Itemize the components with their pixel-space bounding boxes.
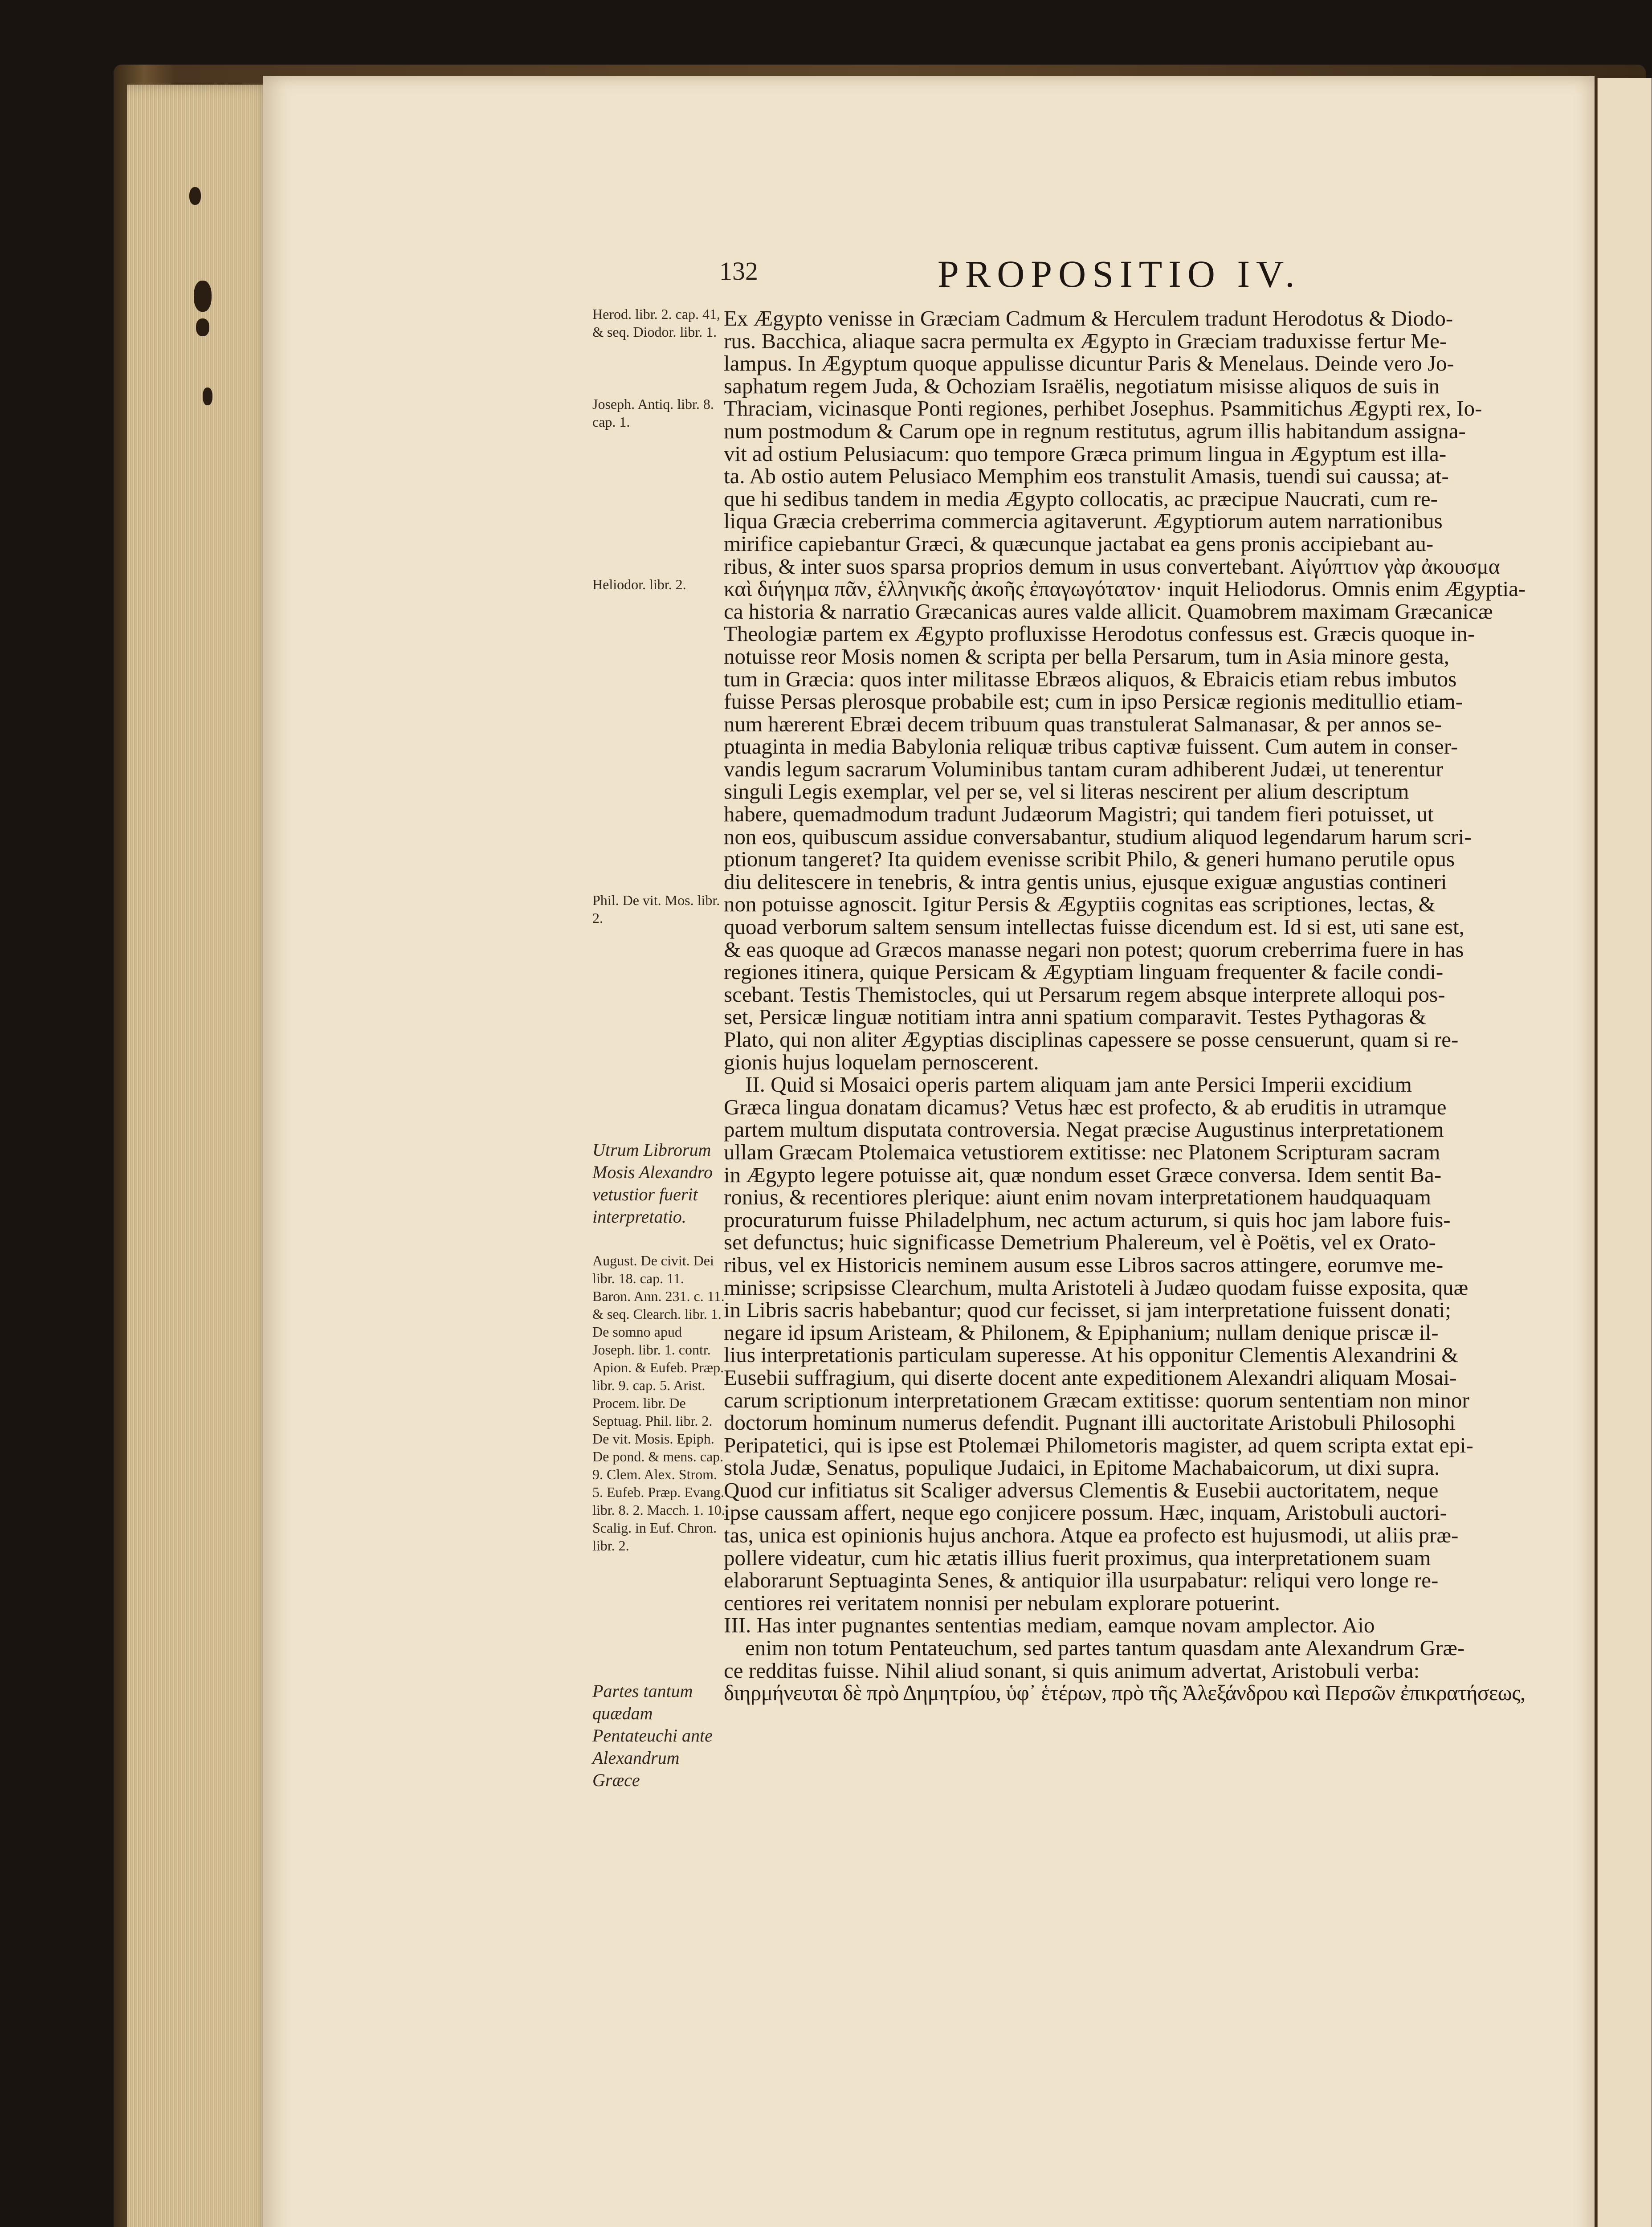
body-line: centiores rei veritatem nonnisi per nebulam explorare potuerint. <box>724 1590 1281 1615</box>
body-line: num postmodum & Carum ope in regnum restitutus, agrum illis habitandum assigna- <box>724 418 1466 443</box>
margin-note: Joseph. Antiq. libr. 8. cap. 1. <box>592 396 714 430</box>
page-edges <box>127 85 274 2227</box>
body-line: Peripatetici, qui is ipse est Ptolemæi Philometoris magister, ad quem scripta extat epi- <box>724 1432 1473 1457</box>
body-line: Græca lingua donatam dicamus? Vetus hæc est profecto, & ab eruditis in utramque <box>724 1094 1447 1119</box>
body-line: liqua Græcia creberrima commercia agitaverunt. Ægyptiorum autem narrationibus <box>724 509 1443 534</box>
ink-stain <box>203 387 212 405</box>
margin-note: Utrum Librorum Mosis Alexandro vetustior fuerit interpretatio. <box>592 1140 713 1227</box>
body-line: non potuisse agnoscit. Igitur Persis & Ægyptiis cognitas eas scriptiones, lectas, & <box>724 892 1436 917</box>
body-line: notuisse reor Mosis nomen & scripta per bella Persarum, tum in Asia minore gesta, <box>724 644 1449 669</box>
margin-note: Herod. libr. 2. cap. 41, & seq. Diodor. libr. 1. <box>592 306 721 340</box>
body-line: Plato, qui non aliter Ægyptias disciplinas capessere se posse censuerunt, quam si re- <box>724 1027 1459 1052</box>
body-line: set, Persicæ linguæ notitiam intra anni spatium comparavit. Testes Pythagoras & <box>724 1004 1427 1029</box>
body-line: Ex Ægypto venisse in Græciam Cadmum & Herculem tradunt Herodotus & Diodo- <box>724 306 1453 330</box>
body-line: in Libris sacris habebantur; quod cur fecisset, si jam interpretatione fuissent donati; <box>724 1297 1451 1322</box>
body-line: regiones itinera, quique Persicam & Ægyptiam linguam frequenter & facile condi- <box>724 959 1444 984</box>
body-line: saphatum regem Juda, & Ochoziam Israëlis, negotiatum misisse aliquos de suis in <box>724 373 1440 398</box>
margin-note: August. De civit. Dei libr. 18. cap. 11. Baron. Ann. 231. c. 11. & seq. Clearch. libr. 1. De somno apud Joseph. libr. 1. contr. Apion. & Eufeb. Præp. libr. 9. cap. 5. Arist. Procem. libr. De Septuag. Phil. libr. 2. De vit. Mosis. Epiph. De pond. & mens. cap. 9. Clem. Alex. Strom. 5. Eufeb. Præp. Evang. libr. 8. 2. Macch. 1. 10. Scalig. in Euf. Chron. libr. 2. <box>592 1252 725 1554</box>
body-line: procuraturum fuisse Philadelphum, nec actum acturum, si quis hoc jam labore fuis- <box>724 1207 1451 1232</box>
body-line: habere, quemadmodum tradunt Judæorum Magistri; qui tandem fieri potuisset, ut <box>724 802 1434 827</box>
body-line: singuli Legis exemplar, vel per se, vel si literas nescirent per alium descriptum <box>724 779 1409 804</box>
body-line: ta. Ab ostio autem Pelusiaco Memphim eos transtulit Amasis, tuendi sui caussa; at- <box>724 464 1449 489</box>
body-line: III. Has inter pugnantes sententias mediam, eamque novam amplector. Aio <box>724 1613 1375 1638</box>
body-line: ptuaginta in media Babylonia reliquæ tribus captivæ fuissent. Cum autem in conser- <box>724 734 1458 759</box>
body-line: scebant. Testis Themistocles, qui ut Persarum regem absque interprete alloqui pos- <box>724 982 1445 1007</box>
body-line: doctorum hominum numerus defendit. Pugnant illi auctoritate Aristobuli Philosophi <box>724 1410 1456 1435</box>
body-line: in Ægypto legere potuisse ait, quæ nondum esset Græce conversa. Idem sentit Ba- <box>724 1162 1442 1187</box>
margin-note: Phil. De vit. Mos. libr. 2. <box>592 892 720 926</box>
body-line: elaborarunt Septuaginta Senes, & antiquior illa usurpabatur: reliqui vero longe re- <box>724 1568 1439 1593</box>
body-line: ipse caussam affert, neque ego conjicere possum. Hæc, inquam, Aristobuli auctori- <box>724 1500 1447 1525</box>
ink-stain <box>196 318 209 336</box>
body-line: Quod cur infitiatus sit Scaliger adversus Clementis & Eusebii auctoritatem, neque <box>724 1477 1439 1502</box>
margin-note: Partes tantum quædam Pentateuchi ante Alexandrum Græce <box>592 1680 713 1790</box>
ink-stain <box>194 281 212 312</box>
body-line: ronius, & recentiores plerique: aiunt enim novam interpretationem haudquaquam <box>724 1185 1431 1210</box>
facing-page-edge <box>1597 78 1652 2227</box>
body-line: stola Judæ, Senatus, populique Judaici, in Epitome Machabaicorum, ut dixi supra. <box>724 1455 1440 1480</box>
body-line: que hi sedibus tandem in media Ægypto collocatis, ac præcipue Naucrati, cum re- <box>724 486 1438 511</box>
body-line: fuisse Persas plerosque probabile est; cum in ipso Persicæ regionis meditullio etiam- <box>724 689 1463 714</box>
body-line: non eos, quibuscum assidue conversabantur, studium aliquod legendarum harum scri- <box>724 824 1472 849</box>
body-line: pollere videatur, cum hic ætatis illius fuerit proximus, qua interpretationem suam <box>724 1545 1431 1570</box>
body-line: minisse; scripsisse Clearchum, multa Aristoteli à Judæo quodam fuisse exposita, quæ <box>724 1275 1468 1300</box>
body-line: vit ad ostium Pelusiacum: quo tempore Græca primum lingua in Ægyptum est illa- <box>724 441 1447 466</box>
margin-note: Heliodor. libr. 2. <box>592 576 686 593</box>
body-line: partem multum disputata controversia. Negat præcise Augustinus interpretationem <box>724 1117 1444 1142</box>
body-line: Eusebii suffragium, qui diserte docent ante expeditionem Alexandri aliquam Mosai- <box>724 1365 1457 1390</box>
body-line: tum in Græcia: quos inter militasse Ebræos aliquos, & Ebraicis etiam rebus imbutos <box>724 666 1457 691</box>
body-line: ce redditas fuisse. Nihil aliud sonant, si quis animum advertat, Aristobuli verba: <box>724 1658 1420 1683</box>
body-line: Theologiæ partem ex Ægypto profluxisse Herodotus confessus est. Græcis quoque in- <box>724 621 1475 646</box>
body-line: vandis legum sacrarum Voluminibus tantam curam adhiberent Judæi, ut tenerentur <box>724 756 1443 781</box>
page-number: 132 <box>719 257 758 286</box>
ink-stain <box>189 187 201 205</box>
body-line: καὶ διήγημα πᾶν, ἑλληνικῆς ἀκοῆς ἐπαγωγότατον· inquit Heliodorus. Omnis enim Ægyptia- <box>724 576 1526 601</box>
body-line: ribus, & inter suos sparsa proprios demum in usus convertebant. Αἰγύπτιον γὰρ ἀκουσμα <box>724 554 1500 579</box>
body-line: ptionum tangeret? Ita quidem evenisse scribit Philo, & generi humano perutile opus <box>724 847 1455 872</box>
body-line: set defunctus; huic significasse Demetrium Phalereum, vel è Poëtis, vel ex Orato- <box>724 1230 1436 1255</box>
body-line: diu delitescere in tenebris, & intra gentis unius, ejusque exiguæ angustias contineri <box>724 869 1447 894</box>
body-line: mirifice capiebantur Græci, & quæcunque jactabat ea gens pronis accipiebant au- <box>724 531 1434 556</box>
body-line: ca historia & narratio Græcanicas aures valde allicit. Quamobrem maximam Græcanicæ <box>724 599 1493 624</box>
body-text <box>724 307 1526 1705</box>
body-line: enim non totum Pentateuchum, sed partes tantum quasdam ante Alexandrum Græ- <box>745 1636 1465 1660</box>
body-line: Thraciam, vicinasque Ponti regiones, perhibet Josephus. Psammitichus Ægypti rex, Io- <box>724 396 1482 421</box>
body-line: II. Quid si Mosaici operis partem aliquam jam ante Persici Imperii excidium <box>745 1072 1412 1097</box>
body-line: & eas quoque ad Græcos manasse negari non potest; quorum creberrima fuere in has <box>724 937 1464 962</box>
body-line: quoad verborum saltem sensum intellectas fuisse dicendum est. Id si est, uti sane est, <box>724 914 1464 939</box>
body-line: rus. Bacchica, aliaque sacra permulta ex Ægypto in Græciam traduxisse fertur Me- <box>724 328 1447 353</box>
running-head <box>719 253 1543 296</box>
body-line: ullam Græcam Ptolemaica vetustiorem extitisse: nec Platonem Scripturam sacram <box>724 1139 1440 1164</box>
running-title: PROPOSITIO IV. <box>938 253 1301 295</box>
body-line: negare id ipsum Aristeam, & Philonem, & Epiphanium; nullam denique priscæ il- <box>724 1320 1439 1345</box>
body-line: gionis hujus loquelam pernoscerent. <box>724 1049 1039 1074</box>
body-line: διηρμήνευται δὲ πρὸ Δημητρίου, ὑφ᾽ ἑτέρων, πρὸ τῆς Ἀλεξάνδρου καὶ Περσῶν ἐπικρατήσεως, <box>724 1680 1526 1705</box>
body-line: carum scriptionum interpretationem Græcam extitisse: quorum sententiam non minor <box>724 1387 1469 1412</box>
body-line: lampus. In Ægyptum quoque appulisse dicuntur Paris & Menelaus. Deinde vero Jo- <box>724 351 1454 376</box>
body-line: num hærerent Ebræi decem tribuum quas transtulerat Salmanasar, & per annos se- <box>724 711 1442 736</box>
body-line: tas, unica est opinionis hujus anchora. Atque ea profecto est hujusmodi, ut aliis præ- <box>724 1523 1459 1548</box>
body-line: lius interpretationis particulam superesse. At his opponitur Clementis Alexandrini & <box>724 1342 1459 1367</box>
body-line: ribus, vel ex Historicis neminem ausum esse Libros sacros attingere, eorumve me- <box>724 1252 1444 1277</box>
